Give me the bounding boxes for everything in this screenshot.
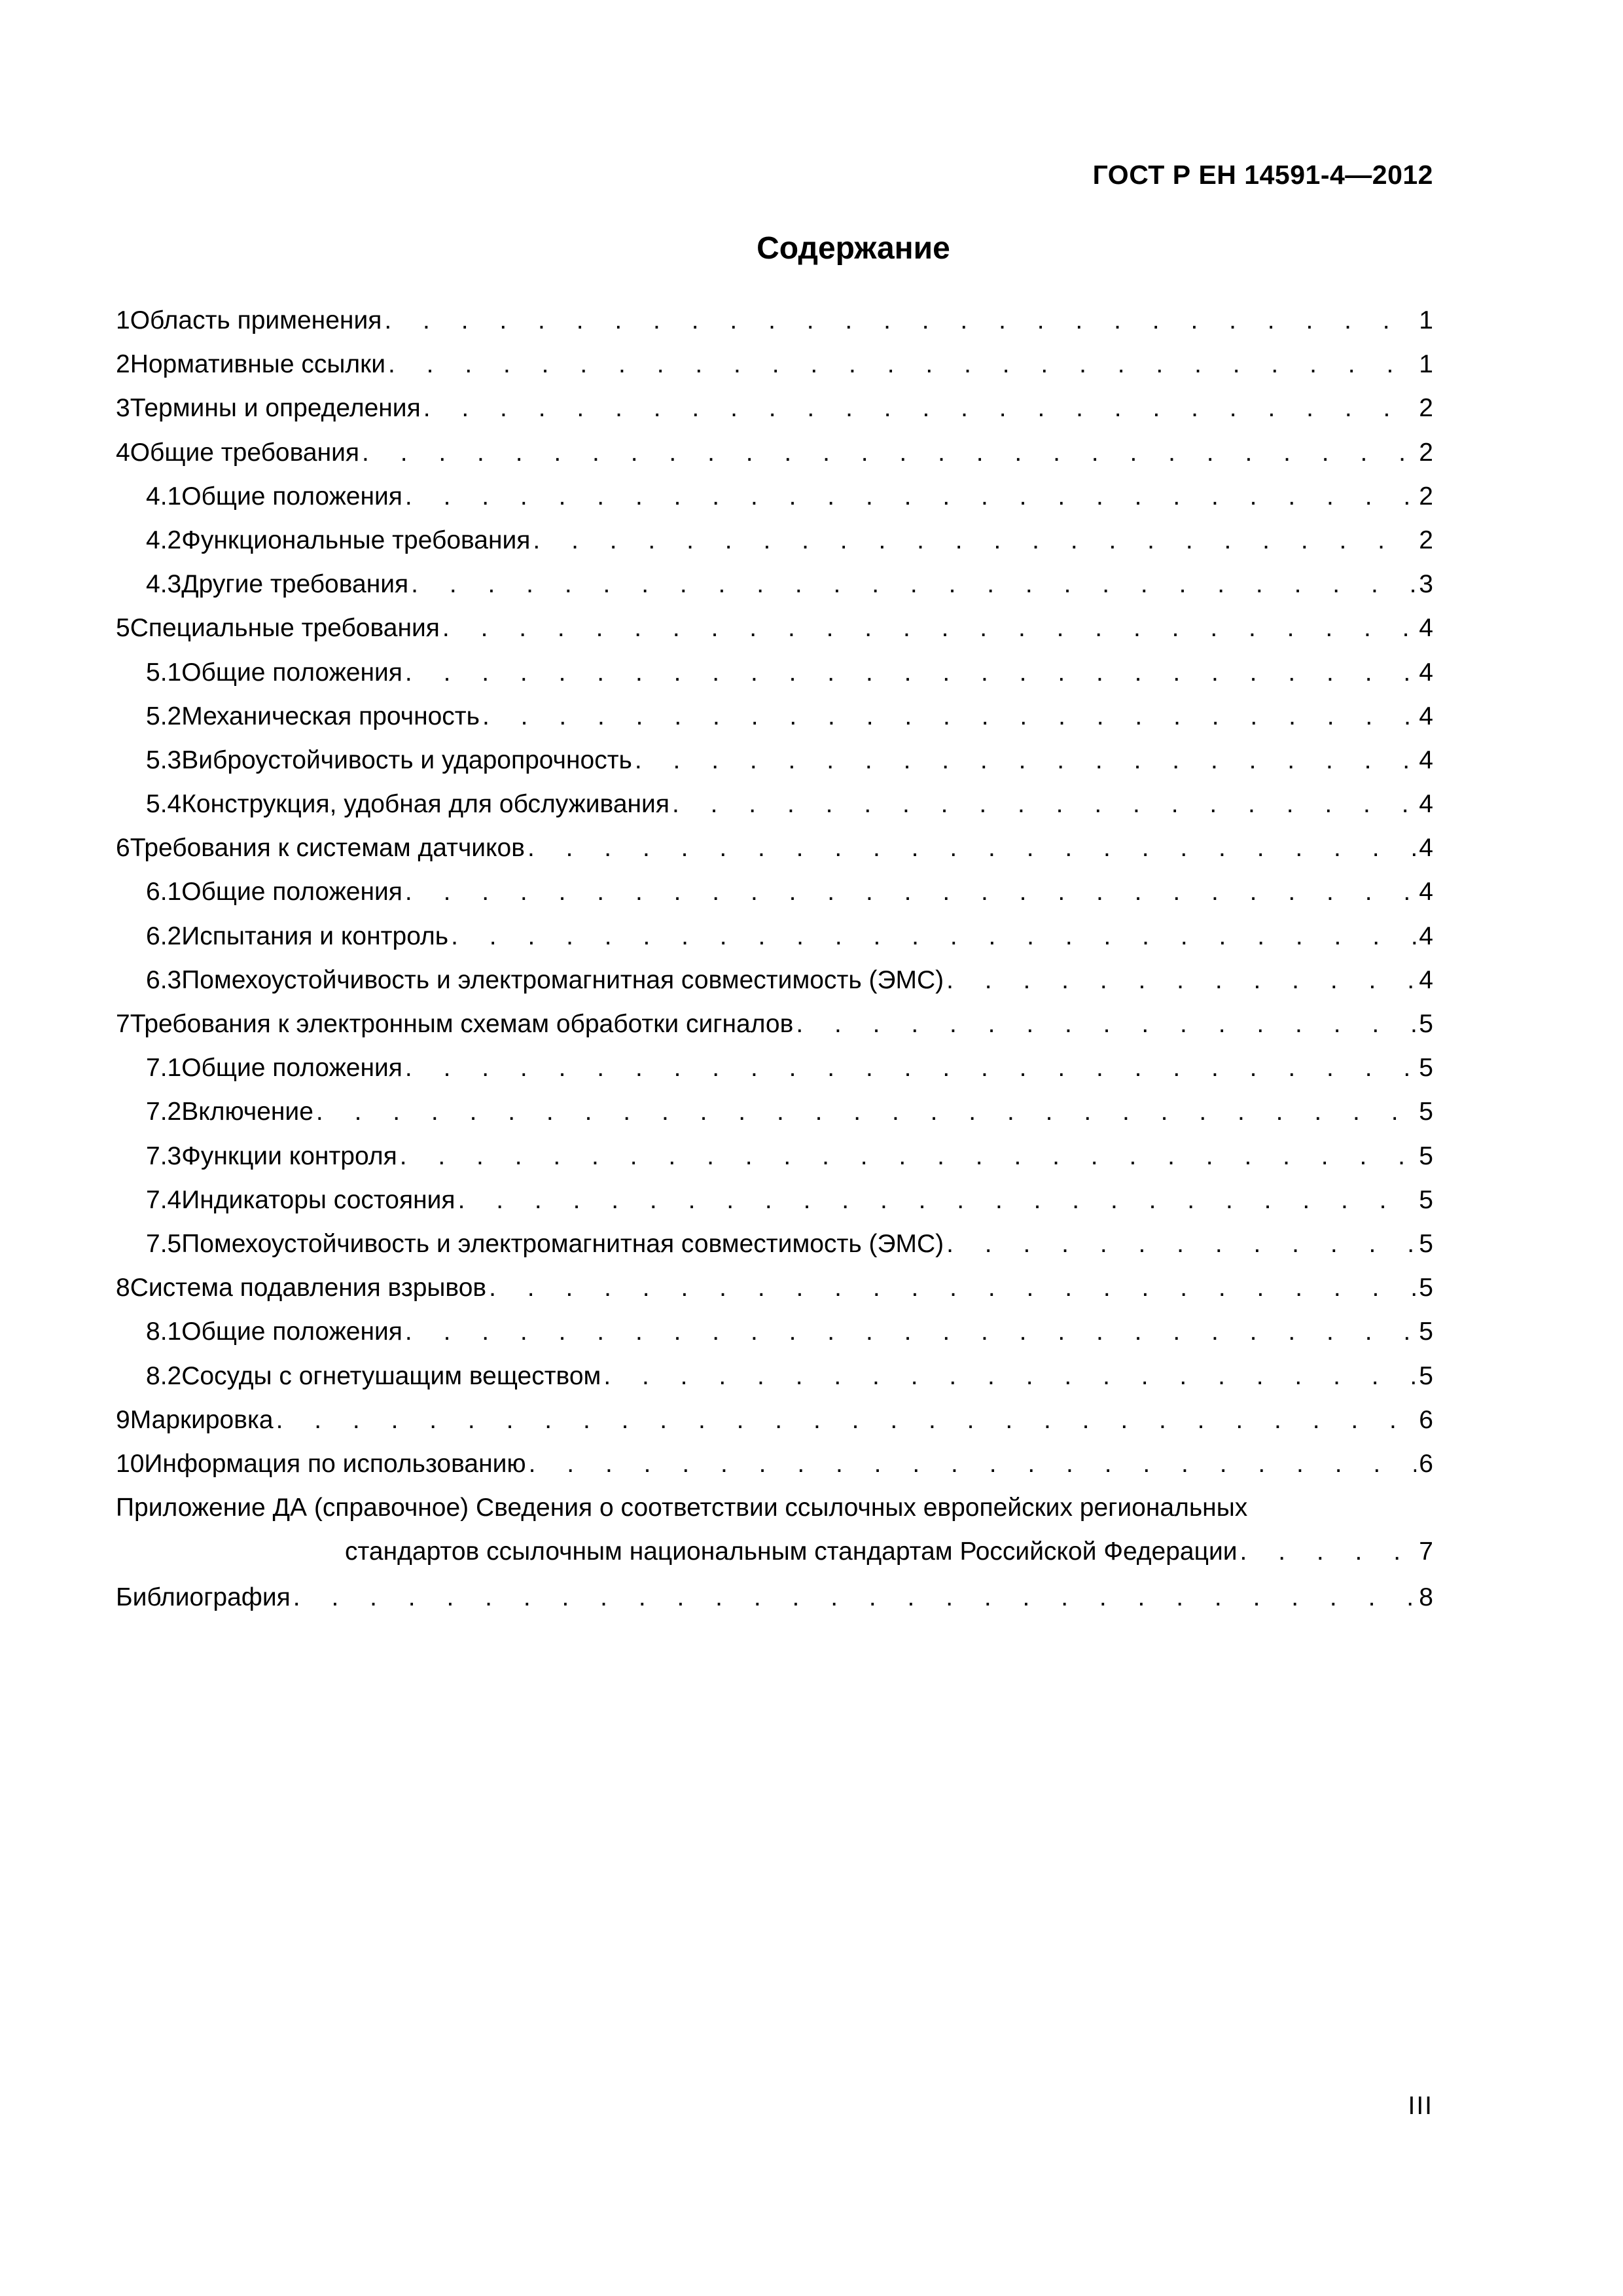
dot-leader	[635, 738, 1416, 782]
dot-leader	[796, 1002, 1416, 1046]
toc-label: Общие положения	[181, 1054, 402, 1083]
appendix-title-line2: стандартов ссылочным национальным стандартам Российской Федерации	[345, 1537, 1238, 1566]
toc-entry-2[interactable]	[116, 342, 1433, 386]
toc-page-number: 2	[1419, 526, 1433, 554]
toc-number: 6	[116, 834, 130, 863]
dot-leader	[405, 870, 1416, 914]
toc-label: Функции контроля	[181, 1141, 397, 1170]
toc-label: Виброустойчивость и ударопрочность	[181, 745, 632, 774]
toc-number: 10	[116, 1449, 145, 1478]
toc-number: 6.3	[146, 965, 182, 994]
toc-entry-appendix[interactable]	[116, 1486, 1433, 1575]
toc-label: Маркировка	[130, 1405, 274, 1434]
toc-entry-7-3[interactable]	[116, 1134, 1433, 1178]
table-of-contents	[116, 298, 1433, 1619]
page-title: Содержание	[757, 231, 950, 266]
dot-leader	[423, 386, 1416, 430]
toc-number: 7.2	[146, 1098, 182, 1126]
toc-page-number: 4	[1419, 965, 1433, 994]
toc-label: Общие требования	[130, 438, 360, 467]
toc-entry-6[interactable]	[116, 826, 1433, 870]
toc-page-number: 5	[1419, 1274, 1433, 1302]
toc-entry-4-3[interactable]	[116, 562, 1433, 606]
appendix-title-line1: Приложение ДА (справочное) Сведения о соответствии ссылочных европейских региональных	[116, 1494, 1248, 1522]
dot-leader	[442, 606, 1416, 650]
dot-leader	[946, 1222, 1416, 1266]
dot-leader	[946, 958, 1416, 1002]
toc-entry-5[interactable]	[116, 606, 1433, 650]
toc-label: Нормативные ссылки	[130, 350, 385, 379]
dot-leader	[458, 1178, 1416, 1222]
toc-page-number: 5	[1419, 1141, 1433, 1170]
dot-leader	[400, 1134, 1416, 1178]
toc-label: Система подавления взрывов	[130, 1274, 487, 1302]
toc-entry-6-1[interactable]	[116, 870, 1433, 914]
toc-page-number: 4	[1419, 878, 1433, 906]
toc-number: 5.2	[146, 702, 182, 730]
toc-label: Специальные требования	[130, 614, 440, 643]
toc-entry-6-2[interactable]	[116, 914, 1433, 958]
toc-entry-6-3[interactable]	[116, 958, 1433, 1002]
toc-entry-5-4[interactable]	[116, 782, 1433, 826]
toc-number: 1	[116, 306, 130, 334]
toc-page-number: 5	[1419, 1054, 1433, 1083]
toc-entry-5-2[interactable]	[116, 694, 1433, 738]
dot-leader	[384, 298, 1416, 342]
toc-entry-5-1[interactable]	[116, 651, 1433, 694]
toc-page-number: 4	[1419, 834, 1433, 863]
toc-entry-3[interactable]	[116, 386, 1433, 430]
dot-leader	[276, 1398, 1416, 1442]
toc-page-number: 4	[1419, 614, 1433, 643]
toc-entry-5-3[interactable]	[116, 738, 1433, 782]
dot-leader	[411, 562, 1416, 606]
toc-number: 8.2	[146, 1361, 182, 1390]
toc-number: 7.1	[146, 1054, 182, 1083]
toc-page-number: 4	[1419, 745, 1433, 774]
toc-label: Включение	[181, 1098, 313, 1126]
toc-number: 7.3	[146, 1141, 182, 1170]
toc-label: Помехоустойчивость и электромагнитная совместимость (ЭМС)	[181, 1229, 944, 1258]
toc-number: 9	[116, 1405, 130, 1434]
toc-number: 6.2	[146, 922, 182, 950]
toc-page-number: 6	[1419, 1449, 1433, 1478]
toc-label: Область применения	[130, 306, 382, 334]
toc-label: Конструкция, удобная для обслуживания	[181, 790, 669, 819]
toc-page-number: 2	[1419, 438, 1433, 467]
toc-label: Общие положения	[181, 658, 402, 687]
dot-leader	[1240, 1530, 1416, 1573]
toc-label: Испытания и контроль	[181, 922, 449, 950]
toc-label: Сосуды с огнетушащим веществом	[181, 1361, 601, 1390]
dot-leader	[451, 914, 1416, 958]
toc-number: 4.1	[146, 482, 182, 511]
toc-entry-8[interactable]	[116, 1266, 1433, 1310]
toc-number: 4.3	[146, 570, 182, 599]
toc-entry-bibliography[interactable]	[116, 1575, 1433, 1619]
toc-page-number: 5	[1419, 1318, 1433, 1346]
toc-number: 8	[116, 1274, 130, 1302]
toc-page-number: 5	[1419, 1185, 1433, 1214]
toc-page-number: 4	[1419, 790, 1433, 819]
toc-entry-8-1[interactable]	[116, 1310, 1433, 1354]
toc-label: Помехоустойчивость и электромагнитная совместимость (ЭМС)	[181, 965, 944, 994]
toc-number: 5.3	[146, 745, 182, 774]
dot-leader	[293, 1575, 1416, 1619]
toc-number: 3	[116, 394, 130, 423]
toc-number: 7.5	[146, 1229, 182, 1258]
toc-page-number: 5	[1419, 1361, 1433, 1390]
toc-entry-7-1[interactable]	[116, 1046, 1433, 1090]
toc-entry-7-2[interactable]	[116, 1090, 1433, 1134]
dot-leader	[388, 342, 1416, 386]
dot-leader	[527, 826, 1416, 870]
toc-entry-9[interactable]	[116, 1398, 1433, 1442]
dot-leader	[482, 694, 1416, 738]
toc-page-number: 2	[1419, 394, 1433, 423]
toc-number: 8.1	[146, 1318, 182, 1346]
dot-leader	[529, 1442, 1416, 1486]
toc-label: Общие положения	[181, 1318, 402, 1346]
toc-entry-1[interactable]	[116, 298, 1433, 342]
toc-label: Общие положения	[181, 878, 402, 906]
toc-label: Библиография	[116, 1583, 291, 1612]
dot-leader	[533, 518, 1416, 562]
dot-leader	[405, 475, 1416, 518]
toc-label: Информация по использованию	[144, 1449, 526, 1478]
toc-entry-10[interactable]	[116, 1442, 1433, 1486]
toc-page-number: 1	[1419, 306, 1433, 334]
toc-page-number: 3	[1419, 570, 1433, 599]
document-code: ГОСТ Р ЕН 14591-4—2012	[1092, 160, 1433, 190]
toc-label: Механическая прочность	[181, 702, 480, 730]
toc-number: 4	[116, 438, 130, 467]
toc-page-number: 5	[1419, 1010, 1433, 1038]
dot-leader	[405, 1046, 1416, 1090]
toc-number: 5.1	[146, 658, 182, 687]
toc-entry-8-2[interactable]	[116, 1354, 1433, 1398]
toc-number: 5.4	[146, 790, 182, 819]
toc-page-number: 4	[1419, 922, 1433, 950]
toc-entry-4-2[interactable]	[116, 518, 1433, 562]
toc-page-number: 5	[1419, 1098, 1433, 1126]
toc-label: Требования к электронным схемам обработки сигналов	[130, 1010, 794, 1038]
toc-number: 7.4	[146, 1185, 182, 1214]
toc-page-number: 7	[1419, 1537, 1433, 1566]
toc-number: 7	[116, 1010, 130, 1038]
dot-leader	[489, 1266, 1416, 1310]
toc-entry-7[interactable]	[116, 1002, 1433, 1046]
dot-leader	[316, 1090, 1416, 1134]
dot-leader	[672, 782, 1416, 826]
toc-number: 6.1	[146, 878, 182, 906]
toc-entry-4[interactable]	[116, 431, 1433, 475]
dot-leader	[603, 1354, 1416, 1398]
toc-page-number: 6	[1419, 1405, 1433, 1434]
dot-leader	[362, 431, 1416, 475]
toc-page-number: 8	[1419, 1583, 1433, 1612]
toc-label: Общие положения	[181, 482, 402, 511]
toc-number: 2	[116, 350, 130, 379]
toc-number: 5	[116, 614, 130, 643]
toc-page-number: 2	[1419, 482, 1433, 511]
toc-label: Требования к системам датчиков	[130, 834, 525, 863]
toc-entry-7-4[interactable]	[116, 1178, 1433, 1222]
toc-label: Другие требования	[181, 570, 409, 599]
toc-label: Термины и определения	[130, 394, 421, 423]
page-number: III	[1408, 2092, 1433, 2120]
toc-page-number: 4	[1419, 702, 1433, 730]
toc-number: 4.2	[146, 526, 182, 554]
dot-leader	[405, 1310, 1416, 1354]
toc-entry-4-1[interactable]	[116, 475, 1433, 518]
toc-page-number: 1	[1419, 350, 1433, 379]
toc-entry-7-5[interactable]	[116, 1222, 1433, 1266]
toc-page-number: 5	[1419, 1229, 1433, 1258]
toc-page-number: 4	[1419, 658, 1433, 687]
toc-label: Индикаторы состояния	[181, 1185, 455, 1214]
dot-leader	[405, 651, 1416, 694]
toc-label: Функциональные требования	[181, 526, 531, 554]
